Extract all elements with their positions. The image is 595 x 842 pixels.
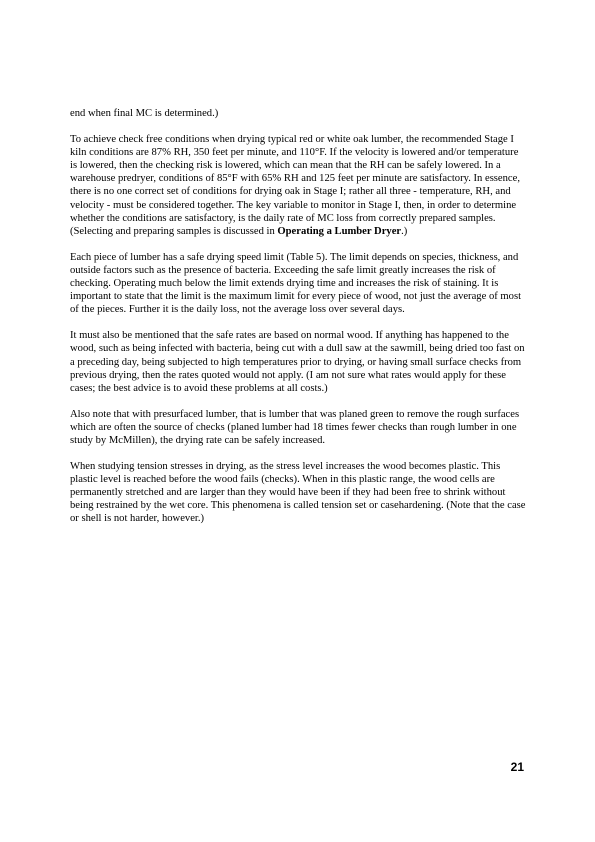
- paragraph-continuation: end when final MC is determined.): [70, 108, 219, 119]
- body-text: [70, 107, 528, 539]
- paragraph-presurfaced-lumber: Also note that with presurfaced lumber, that is lumber that was planed green to remove the rough surfaces which are often the source of checks (planed lumber had 18 times fewer checks than rough lumber in one study by McMillen), the drying rate can be safely increased.: [70, 408, 520, 446]
- page-number: 21: [510, 760, 524, 774]
- paragraph-safe-drying-limit: Each piece of lumber has a safe drying speed limit (Table 5). The limit depends on species, thickness, and outside factors such as the presence of bacteria. Exceeding the safe limit greatly increases the risk of checking. Operating much below the limit extends drying time and increases the risk of staining. It is important to state that the limit is the maximum limit for every piece of wood, not just the average of most of the pieces. Further it is the daily loss, not the average loss over several days.: [70, 251, 522, 316]
- paragraph-text: To achieve check free conditions when drying typical red or white oak lumber, the recommended Stage I kiln conditions are 87% RH, 350 feet per minute, and 110°F. If the velocity is lowered and/or temperature is lowered, then the checking risk is lowered, which can mean that the RH can be safely lowered. In a warehouse predryer, conditions of 85°F with 65% RH and 125 feet per minute are satisfactory. In essence, there is no one correct set of conditions for drying oak in Stage I; rather all three - temperature, RH, and velocity - must be considered together. The key variable to monitor in Stage I, then, in order to determine whether the conditions are satisfactory, is the daily rate of MC loss from correctly prepared samples. (Selecting and preparing samples is discussed in: [70, 134, 520, 237]
- reference-title: Operating a Lumber Dryer: [277, 225, 402, 237]
- paragraph-text-end: .): [401, 225, 408, 237]
- paragraph-stage-one-conditions: [70, 133, 528, 238]
- paragraph-normal-wood: It must also be mentioned that the safe rates are based on normal wood. If anything has happened to the wood, such as being infected with bacteria, being cut with a dull saw at the sawmill, being dried too fast on a preceding day, being subjected to high temperatures prior to drying, or having small surface checks from previous drying, then the rates quoted would not apply. (I am not sure what rates would apply for these cases; the best advice is to avoid these problems at all costs.): [70, 330, 525, 394]
- paragraph-tension-stresses: When studying tension stresses in drying, as the stress level increases the wood becomes plastic. This plastic level is reached before the wood fails (checks). When in this plastic range, the wood cells are permanently stretched and are larger than they would have been if they had been free to shrink without being restrained by the wet core. This phenomena is called tension set or casehardening. (Note that the case or shell is not harder, however.): [70, 461, 526, 525]
